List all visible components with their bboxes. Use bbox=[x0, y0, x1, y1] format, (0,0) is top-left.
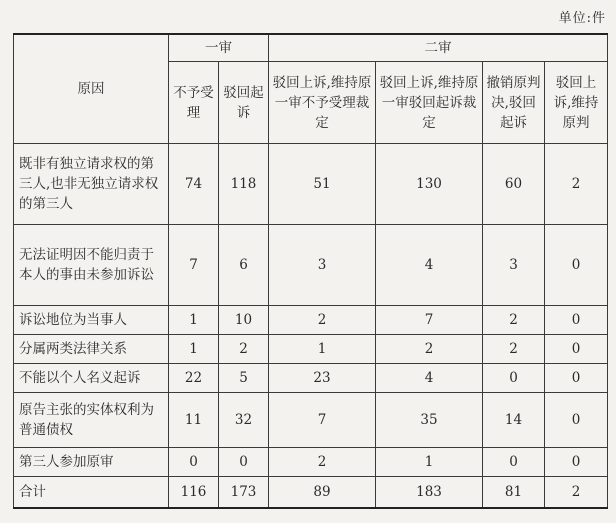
total-value: 2 bbox=[545, 477, 608, 509]
cell-value: 5 bbox=[219, 364, 269, 393]
cell-value: 0 bbox=[483, 448, 545, 477]
cell-value: 2 bbox=[269, 448, 376, 477]
total-row bbox=[14, 477, 608, 509]
cell-value: 22 bbox=[169, 364, 219, 393]
cell-value: 130 bbox=[376, 144, 483, 225]
cell-value: 14 bbox=[483, 393, 545, 448]
cell-value: 6 bbox=[219, 225, 269, 306]
header-col-appeal-upheld-not-accepted: 驳回上诉,维持原一审不予受理裁定 bbox=[269, 62, 376, 144]
cell-value: 0 bbox=[545, 364, 608, 393]
cell-value: 0 bbox=[545, 225, 608, 306]
cell-value: 0 bbox=[483, 364, 545, 393]
row-reason: 无法证明因不能归责于本人的事由未参加诉讼 bbox=[14, 225, 169, 306]
cell-value: 60 bbox=[483, 144, 545, 225]
cell-value: 4 bbox=[376, 364, 483, 393]
cell-value: 2 bbox=[219, 335, 269, 364]
cell-value: 2 bbox=[483, 335, 545, 364]
table-row bbox=[14, 144, 608, 225]
cell-value: 0 bbox=[545, 335, 608, 364]
total-value: 116 bbox=[169, 477, 219, 509]
header-first-instance: 一审 bbox=[169, 34, 269, 62]
cell-value: 0 bbox=[545, 393, 608, 448]
cell-value: 23 bbox=[269, 364, 376, 393]
table-row bbox=[14, 393, 608, 448]
cell-value: 7 bbox=[376, 306, 483, 335]
header-col-dismissed: 驳回起诉 bbox=[219, 62, 269, 144]
cell-value: 32 bbox=[219, 393, 269, 448]
cell-value: 2 bbox=[376, 335, 483, 364]
cell-value: 1 bbox=[169, 306, 219, 335]
table-row bbox=[14, 306, 608, 335]
total-value: 89 bbox=[269, 477, 376, 509]
cell-value: 0 bbox=[169, 448, 219, 477]
cell-value: 3 bbox=[269, 225, 376, 306]
header-col-not-accepted: 不予受理 bbox=[169, 62, 219, 144]
table-row bbox=[14, 448, 608, 477]
cell-value: 7 bbox=[169, 225, 219, 306]
total-value: 183 bbox=[376, 477, 483, 509]
unit-label: 单位:件 bbox=[558, 11, 606, 26]
cell-value: 35 bbox=[376, 393, 483, 448]
row-reason: 诉讼地位为当事人 bbox=[14, 306, 169, 335]
row-reason: 原告主张的实体权利为普通债权 bbox=[14, 393, 169, 448]
total-value: 173 bbox=[219, 477, 269, 509]
total-value: 81 bbox=[483, 477, 545, 509]
cell-value: 1 bbox=[376, 448, 483, 477]
header-second-instance: 二审 bbox=[269, 34, 608, 62]
data-table bbox=[13, 33, 608, 509]
cell-value: 1 bbox=[269, 335, 376, 364]
cell-value: 74 bbox=[169, 144, 219, 225]
cell-value: 2 bbox=[269, 306, 376, 335]
header-row-top bbox=[14, 34, 608, 62]
header-reason: 原因 bbox=[14, 34, 169, 144]
table-row bbox=[14, 335, 608, 364]
cell-value: 3 bbox=[483, 225, 545, 306]
header-col-appeal-upheld-judgment: 驳回上诉,维持原判 bbox=[545, 62, 608, 144]
header-col-revoked-dismissed: 撤销原判决,驳回起诉 bbox=[483, 62, 545, 144]
cell-value: 1 bbox=[169, 335, 219, 364]
cell-value: 118 bbox=[219, 144, 269, 225]
row-reason: 不能以个人名义起诉 bbox=[14, 364, 169, 393]
total-label: 合计 bbox=[14, 477, 169, 509]
cell-value: 11 bbox=[169, 393, 219, 448]
row-reason: 第三人参加原审 bbox=[14, 448, 169, 477]
cell-value: 10 bbox=[219, 306, 269, 335]
header-col-appeal-upheld-dismissed: 驳回上诉,维持原一审驳回起诉裁定 bbox=[376, 62, 483, 144]
cell-value: 0 bbox=[545, 306, 608, 335]
cell-value: 7 bbox=[269, 393, 376, 448]
row-reason: 既非有独立请求权的第三人,也非无独立请求权的第三人 bbox=[14, 144, 169, 225]
cell-value: 2 bbox=[545, 144, 608, 225]
cell-value: 0 bbox=[545, 448, 608, 477]
row-reason: 分属两类法律关系 bbox=[14, 335, 169, 364]
cell-value: 51 bbox=[269, 144, 376, 225]
table-row bbox=[14, 225, 608, 306]
cell-value: 0 bbox=[219, 448, 269, 477]
cell-value: 2 bbox=[483, 306, 545, 335]
cell-value: 4 bbox=[376, 225, 483, 306]
table-row bbox=[14, 364, 608, 393]
